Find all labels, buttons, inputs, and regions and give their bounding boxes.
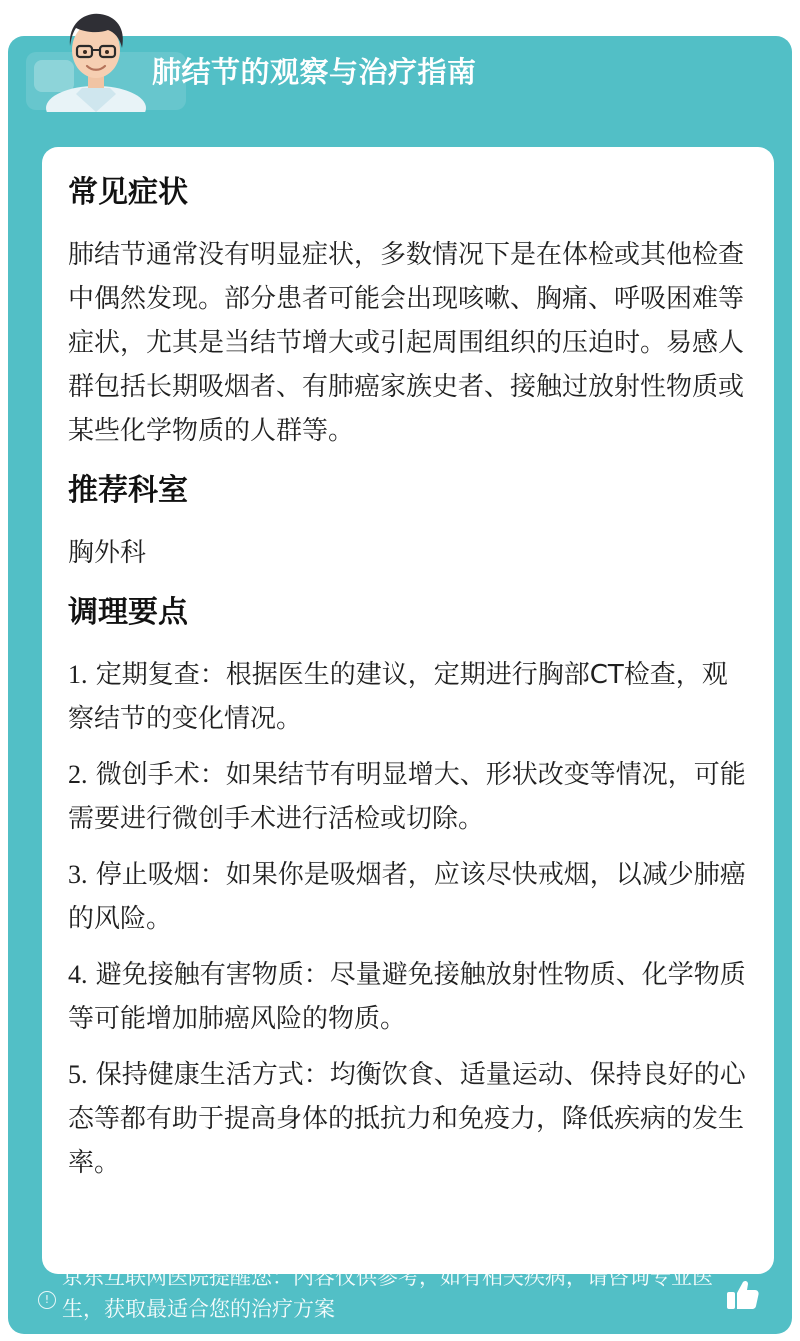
list-number: 5. [68,1060,88,1089]
list-text: 定期复查：根据医生的建议，定期进行胸部CT检查，观察结节的变化情况。 [68,660,728,734]
department-heading: 推荐科室 [68,473,188,508]
department-text: 胸外科 [68,538,147,568]
article-content [68,173,748,1197]
footer [8,1253,792,1333]
list-item [68,653,748,741]
list-number: 2. [68,760,88,789]
page-title: 肺结节的观察与治疗指南 [152,55,477,89]
list-text: 保持健康生活方式：均衡饮食、适量运动、保持良好的心态等都有助于提高身体的抵抗力和免疫力，降低疾病的发生率。 [68,1060,746,1178]
doctor-avatar [40,8,152,112]
info-icon: ! [38,1291,56,1309]
list-item [68,753,748,841]
list-text: 微创手术：如果结节有明显增大、形状改变等情况，可能需要进行微创手术进行活检或切除。 [68,760,746,834]
thumbs-up-icon[interactable] [724,1277,760,1313]
symptoms-text: 肺结节通常没有明显症状，多数情况下是在体检或其他检查中偶然发现。部分患者可能会出现咳嗽、胸痛、呼吸困难等症状，尤其是当结节增大或引起周围组织的压迫时。易感人群包括长期吸烟者、有肺癌家族史者、接触过放射性物质或某些化学物质的人群等。 [68,240,745,446]
care-heading: 调理要点 [68,595,188,630]
list-text: 停止吸烟：如果你是吸烟者，应该尽快戒烟，以减少肺癌的风险。 [68,860,746,934]
disclaimer-text: 京东互联网医院提醒您：内容仅供参考，如有相关疾病，请咨询专业医生，获取最适合您的治疗方案 [62,1265,713,1321]
content-card [42,147,774,1274]
list-text: 避免接触有害物质：尽量避免接触放射性物质、化学物质等可能增加肺癌风险的物质。 [68,960,746,1034]
symptoms-heading: 常见症状 [68,175,188,210]
list-number: 1. [68,660,88,689]
list-item [68,1053,748,1185]
list-item [68,953,748,1041]
list-item [68,853,748,941]
list-number: 4. [68,960,88,989]
article-frame [8,36,792,1334]
list-number: 3. [68,860,88,889]
